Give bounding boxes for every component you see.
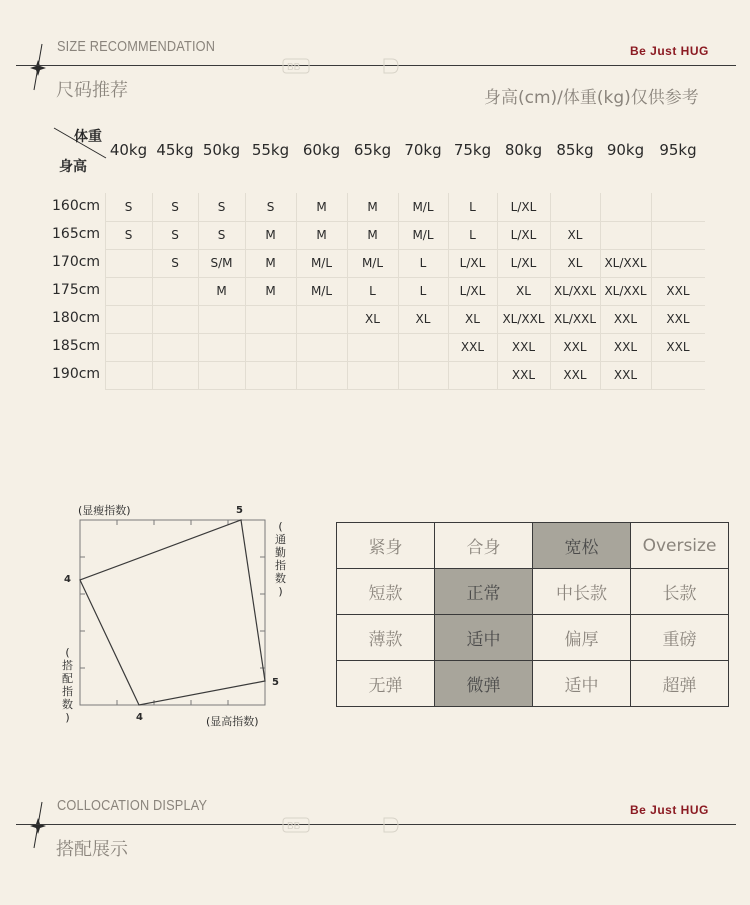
size-cell: M/L: [310, 256, 333, 270]
grid-hline: [105, 221, 705, 222]
weight-header: 55kg: [251, 141, 290, 159]
reference-note: 身高(cm)/体重(kg)仅供参考: [484, 88, 699, 108]
size-cell: XL: [516, 284, 531, 298]
size-cell: XL/XXL: [604, 284, 647, 298]
attribute-option-selected: 宽松: [533, 523, 631, 569]
size-cell: XL: [567, 256, 583, 270]
attribute-option: 紧身: [337, 523, 435, 569]
size-cell: XL/XXL: [553, 312, 597, 326]
height-label: 190cm: [52, 366, 101, 382]
attribute-option: 中长款: [533, 569, 631, 615]
value-slim: 5: [236, 505, 243, 516]
height-label: 170cm: [52, 254, 101, 270]
height-label: 175cm: [52, 282, 101, 298]
size-cell: S: [171, 200, 179, 214]
height-label: 185cm: [52, 338, 101, 354]
attribute-option: 合身: [435, 523, 533, 569]
size-cell: XXL: [666, 312, 690, 326]
size-cell: XL: [567, 228, 583, 242]
grid-hline: [105, 333, 705, 334]
size-cell: S/M: [210, 256, 233, 270]
attribute-option-selected: 适中: [435, 615, 533, 661]
attribute-row: [337, 661, 729, 707]
weight-header: 50kg: [202, 141, 241, 159]
size-cell: S: [124, 228, 133, 242]
index-polygon: [80, 520, 265, 705]
weight-header: 65kg: [353, 141, 392, 159]
grid-hline: [105, 277, 705, 278]
index-quad-chart: [60, 500, 290, 730]
weight-header: 45kg: [156, 141, 194, 159]
attribute-option: 偏厚: [533, 615, 631, 661]
vertical-label-char: (: [65, 646, 70, 659]
label-slim-index: (显瘦指数): [78, 504, 131, 517]
label-height-index: (显高指数): [206, 715, 259, 728]
size-cell: XXL: [613, 312, 638, 326]
section-title-cn: 尺码推荐: [56, 80, 128, 101]
size-cell: M: [216, 284, 227, 298]
attribute-option-selected: 微弹: [435, 661, 533, 707]
size-cell: M: [265, 228, 276, 242]
size-cell: L: [369, 284, 376, 298]
vertical-label-char: ): [278, 585, 283, 598]
height-label: 165cm: [52, 226, 101, 242]
grid-hline: [105, 361, 705, 362]
attribute-option: 短款: [337, 569, 435, 615]
size-cell: XL/XXL: [502, 312, 545, 326]
size-cell: S: [124, 200, 133, 214]
grid-vline: [152, 193, 153, 389]
svg-text:BB: BB: [287, 821, 301, 832]
weight-header: 75kg: [453, 141, 492, 159]
brand-logo: Be Just HUG: [630, 803, 709, 817]
size-cell: M: [367, 200, 378, 214]
size-cell: S: [266, 200, 275, 214]
weight-header: 70kg: [404, 141, 442, 159]
size-cell: M: [316, 200, 327, 214]
weight-header: 80kg: [504, 141, 543, 159]
vertical-label-char: 数: [275, 572, 286, 585]
corner-height-label: 身高: [59, 159, 87, 175]
weight-header: 60kg: [302, 141, 341, 159]
size-cell: XXL: [666, 284, 690, 298]
size-cell: M: [265, 284, 276, 298]
size-cell: XXL: [563, 368, 587, 382]
vertical-label-char: ): [65, 711, 70, 724]
size-cell: XXL: [666, 340, 690, 354]
size-cell: XXL: [511, 368, 536, 382]
size-cell: XXL: [511, 340, 536, 354]
brand-logo: Be Just HUG: [630, 44, 709, 58]
size-cell: XL: [415, 312, 431, 326]
attribute-row: [337, 523, 729, 569]
attribute-option: 适中: [533, 661, 631, 707]
size-cell: XL: [465, 312, 480, 326]
vertical-label-char: 搭: [62, 659, 73, 672]
vertical-label-char: 指: [275, 559, 286, 572]
vertical-label-char: 数: [62, 698, 73, 711]
size-cell: XL/XXL: [604, 256, 647, 270]
divider: [16, 824, 736, 825]
size-cell: XXL: [563, 340, 587, 354]
size-cell: L: [419, 256, 427, 270]
size-cell: L/XL: [510, 256, 537, 270]
attribute-option: Oversize: [631, 523, 729, 569]
size-cell: M/L: [412, 200, 434, 214]
size-cell: L: [419, 284, 427, 298]
size-cell: M/L: [361, 256, 384, 270]
section-title-en: SIZE RECOMMENDATION: [57, 38, 216, 55]
watermark-logo-icon: [282, 817, 312, 833]
size-cell: S: [217, 228, 226, 242]
attribute-option: 无弹: [337, 661, 435, 707]
grid-hline: [105, 389, 705, 390]
vertical-label-char: (: [278, 520, 283, 533]
attribute-option: 重磅: [631, 615, 729, 661]
size-cell: XXL: [613, 368, 638, 382]
attribute-option: 超弹: [631, 661, 729, 707]
size-cell: XL/XXL: [553, 284, 597, 298]
grid-hline: [105, 305, 705, 306]
value-commute: 5: [272, 677, 279, 688]
value-match: 4: [64, 574, 71, 585]
attribute-table: [336, 522, 729, 707]
size-cell: S: [171, 228, 179, 242]
size-cell: S: [171, 256, 179, 270]
size-cell: L/XL: [459, 284, 486, 298]
svg-text:BB: BB: [287, 62, 301, 73]
weight-header: 90kg: [606, 141, 645, 159]
size-cell: XXL: [613, 340, 638, 354]
weight-header: 95kg: [659, 141, 697, 159]
vertical-label-char: 勤: [275, 546, 286, 559]
value-height: 4: [136, 712, 143, 723]
size-cell: XXL: [460, 340, 485, 354]
corner-weight-label: 体重: [74, 129, 102, 145]
height-label: 180cm: [52, 310, 101, 326]
vertical-label-char: 指: [62, 685, 73, 698]
attribute-option: 长款: [631, 569, 729, 615]
label-match-index: [61, 646, 74, 724]
label-commute-index: [274, 520, 287, 598]
size-cell: M: [265, 256, 276, 270]
size-cell: L: [469, 200, 476, 214]
size-cell: L/XL: [510, 200, 537, 214]
attribute-option-selected: 正常: [435, 569, 533, 615]
attribute-row: [337, 615, 729, 661]
size-cell: L: [469, 228, 476, 242]
attribute-row: [337, 569, 729, 615]
size-cell: M/L: [412, 228, 434, 242]
size-cell: M/L: [310, 284, 333, 298]
weight-header: 40kg: [109, 141, 148, 159]
section-title-en: COLLOCATION DISPLAY: [57, 797, 208, 814]
weight-header: 85kg: [556, 141, 594, 159]
size-cell: M: [316, 228, 327, 242]
size-cell: M: [367, 228, 378, 242]
height-label: 160cm: [52, 198, 101, 214]
vertical-label-char: 配: [62, 672, 73, 685]
size-cell: S: [217, 200, 226, 214]
attribute-option: 薄款: [337, 615, 435, 661]
vertical-label-char: 通: [275, 533, 286, 546]
watermark-b-icon: [382, 817, 400, 833]
divider: [16, 65, 736, 66]
size-cell: L/XL: [510, 228, 537, 242]
grid-hline: [105, 249, 705, 250]
section-title-cn: 搭配展示: [56, 839, 128, 860]
size-cell: XL: [365, 312, 380, 326]
watermark-logo-icon: [282, 58, 312, 74]
watermark-b-icon: [382, 58, 400, 74]
size-cell: L/XL: [459, 256, 486, 270]
